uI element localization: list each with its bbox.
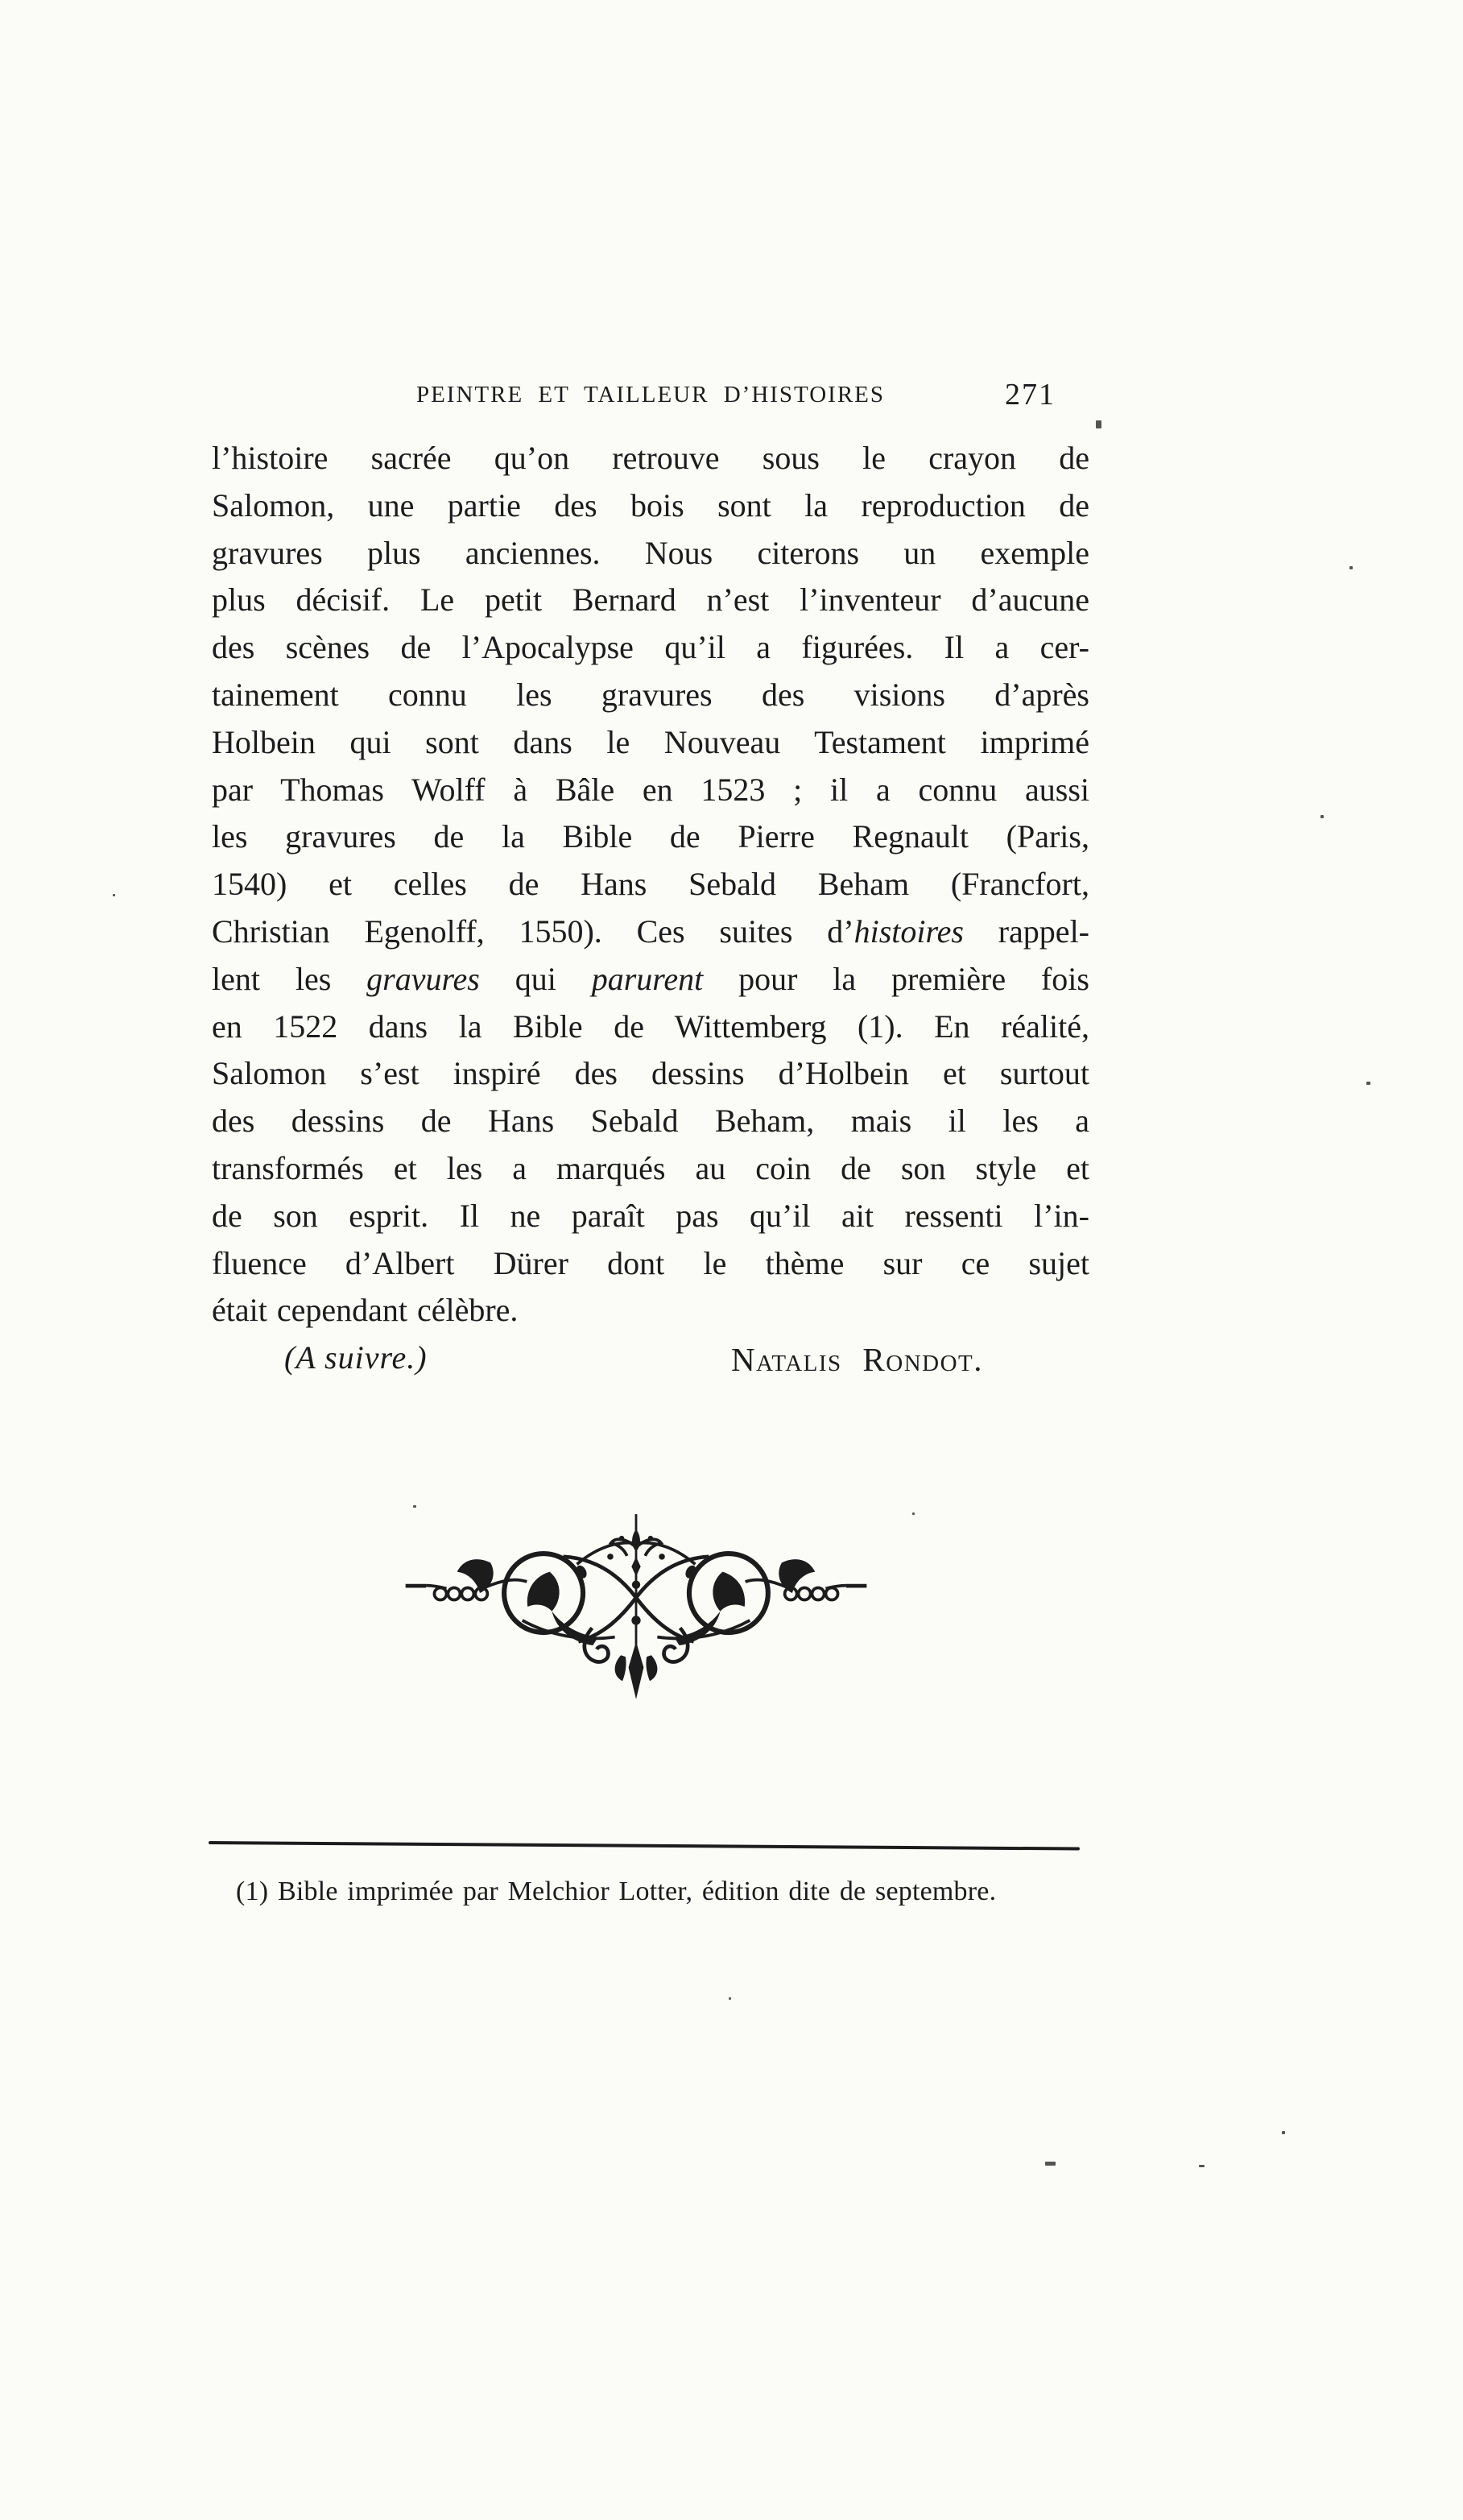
scan-speck (113, 894, 115, 896)
body-line: transformés et les a marqués au coin de son style et (212, 1149, 1089, 1186)
body-text (212, 435, 1089, 1334)
body-line: Salomon s’est inspiré des dessins d’Holbein et surtout (212, 1055, 1089, 1092)
body-line: lent les gravures qui parurent pour la première fois (212, 960, 1089, 997)
floral-tailpiece-ornament (401, 1508, 871, 1706)
scan-speck (1320, 815, 1324, 818)
body-line: en 1522 dans la Bible de Wittemberg (1). En réalité, (212, 1008, 1089, 1045)
body-line: les gravures de la Bible de Pierre Regnault (Paris, (212, 818, 1089, 855)
body-line: fluence d’Albert Dürer dont le thème sur ce sujet (212, 1244, 1089, 1281)
scan-speck (1096, 420, 1101, 428)
running-header-title: PEINTRE ET TAILLEUR D’HISTOIRES (415, 382, 886, 408)
body-line: était cependant célèbre. (212, 1292, 519, 1329)
scan-speck (912, 1512, 915, 1515)
scan-speck (1199, 2165, 1205, 2167)
body-line: gravures plus anciennes. Nous citerons un exemple (212, 534, 1089, 571)
body-line: 1540) et celles de Hans Sebald Beham (Francfort, (212, 866, 1089, 903)
body-line: l’histoire sacrée qu’on retrouve sous le crayon de (212, 440, 1089, 476)
scan-speck (1366, 1082, 1370, 1085)
scan-speck (1045, 2162, 1056, 2166)
continuation-note: (A suivre.) (284, 1339, 428, 1376)
body-line: plus décisif. Le petit Bernard n’est l’inventeur d’aucune (212, 581, 1089, 619)
footnote-separator-rule (209, 1841, 1080, 1851)
scan-speck (413, 1505, 416, 1508)
body-line: Salomon, une partie des bois sont la reproduction de (212, 486, 1089, 523)
scan-speck (1349, 566, 1353, 569)
scan-speck (729, 1997, 731, 2000)
body-line: de son esprit. Il ne paraît pas qu’il ait ressenti l’in- (212, 1197, 1089, 1234)
tailpiece-icon (401, 1508, 871, 1706)
scan-speck (1282, 2131, 1285, 2134)
body-line: des dessins de Hans Sebald Beham, mais il les a (212, 1103, 1089, 1140)
body-line: tainement connu les gravures des visions d’après (212, 676, 1089, 713)
body-line: par Thomas Wolff à Bâle en 1523 ; il a connu aussi (212, 771, 1089, 808)
author-signature: Natalis Rondot. (731, 1341, 984, 1378)
body-line: Holbein qui sont dans le Nouveau Testament imprimé (212, 723, 1089, 760)
body-line: des scènes de l’Apocalypse qu’il a figurées. Il a cer- (212, 629, 1089, 666)
footnote-text: (1) Bible imprimée par Melchior Lotter, édition dite de septembre. (236, 1877, 997, 1906)
body-line: Christian Egenolff, 1550). Ces suites d’histoires rappel- (212, 912, 1089, 950)
page-number: 271 (1005, 378, 1056, 412)
